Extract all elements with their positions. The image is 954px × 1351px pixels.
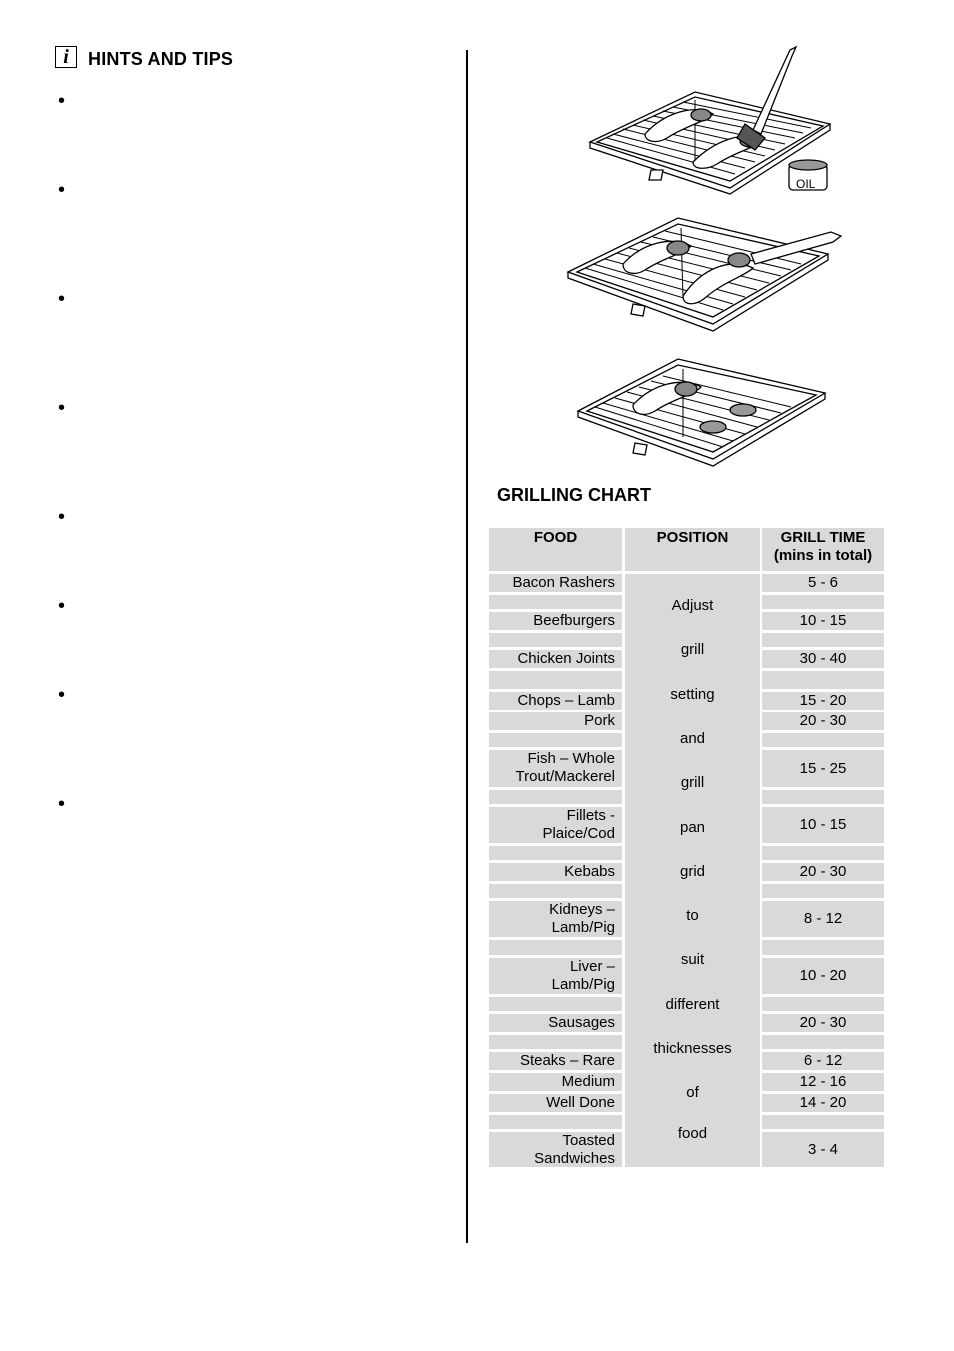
position-word: grid [679,863,705,880]
position-word: grill [680,774,705,791]
food-line: Kidneys – [549,901,615,918]
table-row-time: 30 - 40 [762,650,884,668]
position-word: food [677,1125,708,1142]
table-row-time: 15 - 20 [762,692,884,710]
table-spacer [489,733,622,747]
table-spacer [489,940,622,955]
bullet-6: • [58,595,66,617]
table-spacer [762,997,884,1011]
position-word: grill [680,641,705,658]
header-grill-time-line2: (mins in total) [773,547,873,564]
table-spacer [762,633,884,647]
table-row-food: Medium [489,1073,622,1091]
table-spacer [489,997,622,1011]
table-row-time: 12 - 16 [762,1073,884,1091]
column-divider [466,50,468,1243]
food-line: Lamb/Pig [551,919,615,936]
food-line: Liver – [569,958,615,975]
bullet-4: • [58,397,66,419]
position-word: to [686,907,699,924]
table-row-time: 14 - 20 [762,1094,884,1112]
hints-section [0,0,460,1260]
table-row-food: Pork [489,712,622,730]
bullet-8: • [58,793,66,815]
position-word: pan [679,819,706,836]
table-row-time: 10 - 15 [762,807,884,843]
table-row-food: Beefburgers [489,612,622,630]
food-line: Sandwiches [534,1150,615,1167]
grill-pan-oil-brush-illustration [585,42,845,197]
position-word: and [679,730,706,747]
hints-title: HINTS AND TIPS [88,49,234,69]
table-spacer [762,1035,884,1049]
table-row-time: 5 - 6 [762,574,884,592]
table-row-food [489,750,622,787]
table-row-food: Bacon Rashers [489,574,622,592]
table-spacer [762,790,884,804]
table-spacer [762,1115,884,1129]
food-line: Lamb/Pig [551,976,615,993]
table-spacer [762,671,884,689]
table-spacer [489,884,622,898]
table-row-food: Sausages [489,1014,622,1032]
table-row-time: 10 - 15 [762,612,884,630]
table-spacer [489,790,622,804]
bullet-3: • [58,288,66,310]
table-row-time: 6 - 12 [762,1052,884,1070]
food-line: Fillets - [566,807,615,824]
bullet-5: • [58,506,66,528]
table-row-food: Steaks – Rare [489,1052,622,1070]
food-line: Toasted [562,1132,615,1149]
table-spacer [762,846,884,860]
table-row-food: Chicken Joints [489,650,622,668]
grilling-chart-title: GRILLING CHART [497,485,651,505]
table-row-food [489,958,622,994]
table-row-time: 8 - 12 [762,901,884,937]
table-spacer [489,846,622,860]
table-spacer [762,733,884,747]
grill-pan-food-illustration [573,355,831,470]
table-row-food: Chops – Lamb [489,692,622,710]
position-word: different [665,996,720,1013]
position-word: of [686,1084,699,1101]
food-line: Trout/Mackerel [515,768,615,785]
table-row-time: 20 - 30 [762,712,884,730]
header-grill-time [762,528,884,571]
header-position: POSITION [625,528,760,571]
header-food: FOOD [489,528,622,571]
bullet-1: • [58,90,66,112]
position-word: thicknesses [653,1040,732,1057]
table-spacer [762,595,884,609]
oil-label: OIL [796,177,816,191]
table-spacer [489,595,622,609]
table-row-food: Well Done [489,1094,622,1112]
position-word: suit [680,951,705,968]
table-row-food: Kebabs [489,863,622,881]
header-grill-time-line1: GRILL TIME [780,529,866,546]
table-row-time: 3 - 4 [762,1132,884,1167]
table-row-food [489,901,622,937]
grill-pan-steaks-illustration [563,212,845,337]
table-row-time: 10 - 20 [762,958,884,994]
table-row-time: 20 - 30 [762,863,884,881]
position-word: setting [670,686,715,703]
table-spacer [762,884,884,898]
bullet-2: • [58,179,66,201]
table-row-time: 20 - 30 [762,1014,884,1032]
table-spacer [489,633,622,647]
food-line: Fish – Whole [527,750,615,767]
table-spacer [489,671,622,689]
position-word: Adjust [671,597,714,614]
table-row-time: 15 - 25 [762,750,884,787]
table-spacer [489,1115,622,1129]
table-spacer [489,1035,622,1049]
table-spacer [762,940,884,955]
table-row-food [489,807,622,843]
food-line: Plaice/Cod [542,825,615,842]
table-row-food [489,1132,622,1167]
bullet-7: • [58,684,66,706]
info-icon: i [55,46,77,68]
